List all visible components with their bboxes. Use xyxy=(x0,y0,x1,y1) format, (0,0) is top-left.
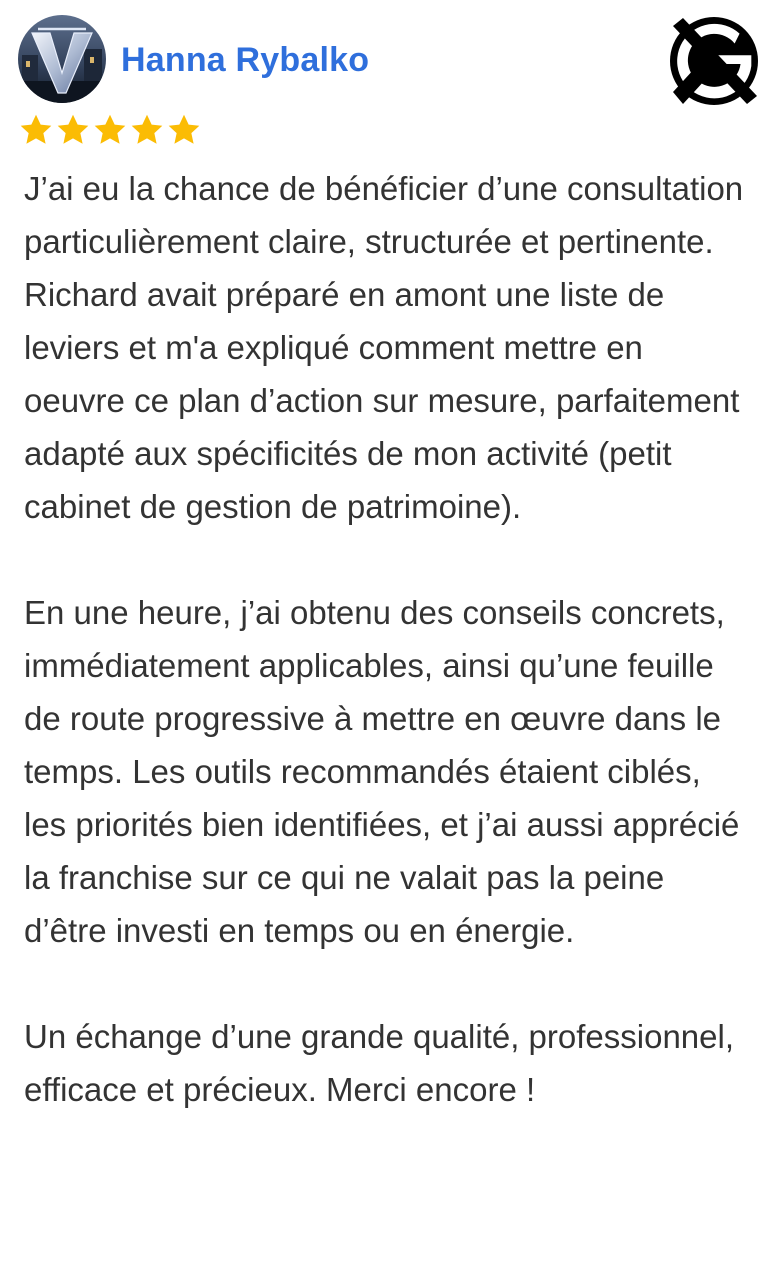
star-icon xyxy=(166,112,202,148)
review-text xyxy=(24,162,749,1116)
g-logo-icon xyxy=(669,16,759,106)
star-rating xyxy=(18,112,202,148)
star-icon xyxy=(92,112,128,148)
star-icon xyxy=(129,112,165,148)
star-icon xyxy=(55,112,91,148)
review-paragraph: J’ai eu la chance de bénéficier d’une consultation particulièrement claire, structurée et pertinente. Richard avait préparé en amont une liste de leviers et m'a expliqué comment mettre en oeuvre ce plan d’action sur mesure, parfaitement adapté aux spécificités de mon activité (petit cabinet de gestion de patrimoine). xyxy=(24,170,744,525)
review-paragraph: En une heure, j’ai obtenu des conseils concrets, immédiatement applicables, ainsi qu’une feuille de route progressive à mettre en œuvre dans le temps. Les outils recommandés étaient ciblés, les priorités bien identifiées, et j’ai aussi apprécié la franchise sur ce qui ne valait pas la peine d’être investi en temps ou en énergie. xyxy=(24,594,740,949)
author-avatar[interactable] xyxy=(18,15,106,103)
author-name[interactable]: Hanna Rybalko xyxy=(121,41,370,79)
star-icon xyxy=(18,112,54,148)
avatar-image xyxy=(18,15,106,103)
review-paragraph: Un échange d’une grande qualité, professionnel, efficace et précieux. Merci encore ! xyxy=(24,1018,735,1108)
